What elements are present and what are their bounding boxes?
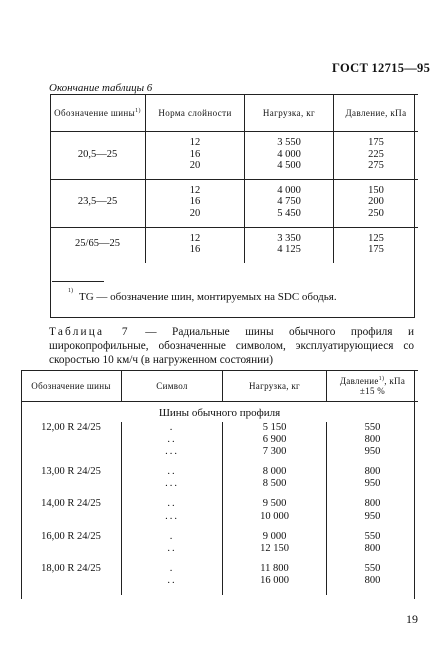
tire-size: 25/65—25 <box>50 227 146 263</box>
tire-size: 23,5—25 <box>50 179 146 227</box>
pressure-values: 800 950 <box>364 498 381 522</box>
symbol-dots: .. ... <box>122 498 223 530</box>
col-unit: , кПа <box>384 376 406 386</box>
table7-row <box>21 498 418 530</box>
ply-rating: 12 16 20 <box>146 179 245 227</box>
footnote-mark: 1) <box>135 108 141 114</box>
table6-row <box>50 227 418 263</box>
col-tolerance: ±15 % <box>359 386 386 396</box>
load-values: 11 800 16 000 <box>223 563 327 595</box>
table7 <box>21 370 418 595</box>
table7-row <box>21 422 418 466</box>
table6-col-load: Нагрузка, кг <box>245 95 334 132</box>
table6-col-pressure: Давление, кПа <box>334 95 419 132</box>
pressure-values: 550 800 <box>364 530 381 554</box>
table6-row <box>50 132 418 180</box>
pressure-values: 800 950 <box>364 466 381 490</box>
load-values: 4 000 4 750 5 450 <box>245 179 334 227</box>
table7-row <box>21 563 418 595</box>
load-values: 5 150 6 900 7 300 <box>223 422 327 466</box>
load-values: 9 500 10 000 <box>223 498 327 530</box>
symbol-dots: . .. <box>122 531 223 563</box>
footnote-text: TG — обозначение шин, монтируемых на SDC ободья. <box>79 291 337 303</box>
section-title: Шины обычного профиля <box>158 407 281 419</box>
tire-size: 13,00 R 24/25 <box>21 466 122 498</box>
symbol-dots: . .. ... <box>122 422 223 466</box>
footnote-mark: 1) <box>68 288 73 295</box>
table7-label: Таблица 7 <box>49 326 130 338</box>
table6-caption: Окончание таблицы 6 <box>49 82 153 94</box>
table7-caption <box>49 325 414 367</box>
standard-header: ГОСТ 12715—95 <box>332 61 431 75</box>
table6-row <box>50 179 418 227</box>
table6-header-row <box>50 95 418 132</box>
table7-header-row <box>21 371 418 402</box>
tire-size: 16,00 R 24/25 <box>21 531 122 563</box>
footnote-mark: 1) <box>378 376 385 382</box>
table7-col-size: Обозначение шины <box>21 371 122 402</box>
pressure-values: 125 175 <box>334 227 419 263</box>
table7-row <box>21 531 418 563</box>
table6-col-size <box>50 95 146 132</box>
table7-col-pressure <box>327 371 419 402</box>
tire-size: 20,5—25 <box>50 132 146 180</box>
table7-row <box>21 466 418 498</box>
table7-section-row <box>21 402 418 423</box>
ply-rating: 12 16 <box>146 227 245 263</box>
load-values: 3 350 4 125 <box>245 227 334 263</box>
load-values: 3 550 4 000 4 500 <box>245 132 334 180</box>
table6-footnote <box>68 288 337 303</box>
col-label: Давление <box>339 376 379 386</box>
table6 <box>50 94 418 263</box>
load-values: 8 000 8 500 <box>223 466 327 498</box>
load-values: 9 000 12 150 <box>223 531 327 563</box>
page-number: 19 <box>406 612 418 626</box>
ply-rating: 12 16 20 <box>146 132 245 180</box>
table7-col-load: Нагрузка, кг <box>223 371 327 402</box>
tire-size: 18,00 R 24/25 <box>21 563 122 595</box>
pressure-values: 150 200 250 <box>334 179 419 227</box>
symbol-dots: . .. <box>122 563 223 595</box>
symbol-dots: .. ... <box>122 466 223 498</box>
footnote-divider <box>52 281 104 282</box>
table7-caption-text: — Радиальные шины обычного профиля и широкопрофильные, обозначенные символом, эксплуатирующиеся со скоростью 10 км/ч (в нагруженном состоянии) <box>49 326 414 366</box>
tire-size: 12,00 R 24/25 <box>21 422 122 466</box>
table6-col-ply: Норма слойности <box>146 95 245 132</box>
col-label: Обозначение шины <box>54 108 136 118</box>
pressure-values: 175 225 275 <box>368 137 384 172</box>
pressure-values: 550 800 950 <box>364 422 381 458</box>
pressure-values: 550 800 <box>364 562 381 586</box>
tire-size: 14,00 R 24/25 <box>21 498 122 530</box>
table7-col-symbol: Символ <box>122 371 223 402</box>
